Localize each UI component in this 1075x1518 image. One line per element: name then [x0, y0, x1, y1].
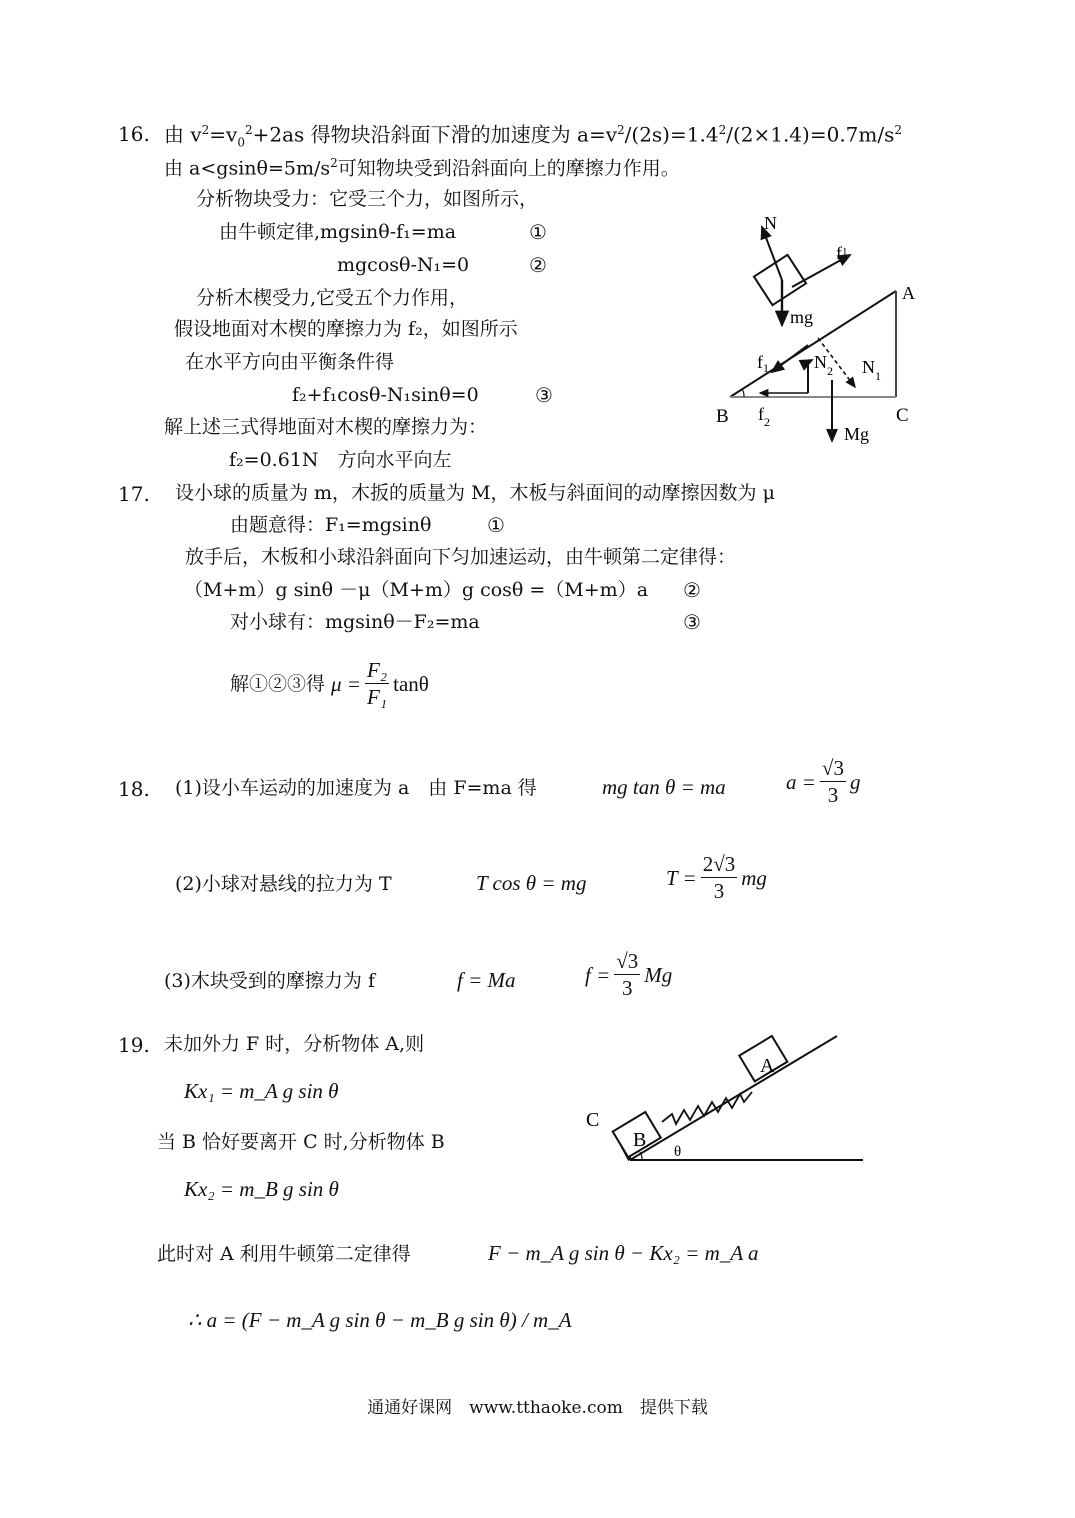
label-block-B: B: [633, 1129, 647, 1151]
normal-force-arrow: [762, 227, 782, 280]
label-N2: $N_2$: [814, 352, 833, 378]
p16-line-8: 在水平方向由平衡条件得: [185, 351, 395, 373]
wedge-force-diagram: [700, 205, 930, 450]
label-C: C: [586, 1109, 600, 1131]
p17-line-4: （M+m）g sinθ －μ（M+m）g cosθ =（M+m）a: [184, 579, 649, 601]
spring-incline-diagram: [580, 1030, 870, 1170]
p16-line-10: 解上述三式得地面对木楔的摩擦力为：: [164, 416, 488, 438]
label-Mg: Mg: [844, 424, 870, 444]
label-N: N: [764, 213, 777, 233]
eq-marker-3: ③: [535, 383, 553, 407]
p19-eq-2: Kx₂ = m_B g sin θ: [184, 1177, 339, 1201]
label-mg: mg: [790, 307, 814, 327]
eq-marker-17-1: ①: [487, 513, 505, 537]
eq-marker-17-2: ②: [683, 578, 701, 602]
angle-arc: [742, 389, 744, 397]
problem-16-number: 16.: [118, 122, 150, 146]
incline-line: [630, 1036, 837, 1160]
problem-19-number: 19.: [118, 1033, 150, 1057]
label-block-A: A: [760, 1055, 775, 1077]
fraction-sqrt3-over-3-b: $\frac{√3}{3}$: [616, 949, 639, 1000]
p19-line-1: 未加外力 F 时，分析物体 A,则: [164, 1033, 425, 1055]
p19-line-3: 当 B 恰好要离开 C 时,分析物体 B: [157, 1131, 445, 1153]
page-footer: 通通好课网 www.tthaoke.com 提供下载: [367, 1398, 708, 1418]
label-theta: θ: [674, 1144, 682, 1160]
p16-line-2: 由 $a<gsin\theta=5m/s^2$可知物块受到沿斜面向上的摩擦力作用。: [164, 156, 680, 180]
mu-fraction: $\frac{\text{F₂}}{\text{F₁}}$: [366, 658, 388, 709]
p19-eq-4: ∴ a = (F − m_A g sin θ − m_B g sin θ) / m_A: [188, 1308, 572, 1332]
p16-line-3: 分析物块受力：它受三个力，如图所示，: [196, 188, 539, 210]
p16-line-6: 分析木楔受力,它受五个力作用，: [196, 287, 469, 309]
p18-line-1: (1)设小车运动的加速度为 a 由 F=ma 得: [175, 777, 537, 799]
problem-17-number: 17.: [118, 482, 150, 506]
p17-line-3: 放手后，木板和小球沿斜面向下匀加速运动，由牛顿第二定律得：: [185, 546, 737, 568]
label-f2: $f_2$: [758, 404, 770, 429]
label-f1-top: $f^1$: [836, 243, 848, 263]
fraction-2sqrt3-over-3: $\frac{2√3}{3}$: [702, 852, 736, 903]
p17-line-1: 设小球的质量为 m，木扳的质量为 M，木板与斜面间的动摩擦因数为 μ: [175, 482, 775, 504]
p18-eq-3: f = Ma: [457, 968, 516, 992]
friction-f1-arrow: [772, 345, 808, 372]
p17-line-5: 对小球有：mgsinθ－F₂=ma: [230, 611, 480, 633]
p19-eq-3: F − m_A g sin θ − Kx₂ = m_A a: [488, 1241, 759, 1265]
p18-eq-1: mg tan θ = ma: [602, 775, 726, 799]
p16-line-4: 由牛顿定律,mgsinθ-f₁=ma: [219, 221, 457, 243]
spring: [662, 1092, 752, 1124]
p16-line-9: f₂+f₁cosθ-N₁sinθ=0: [292, 384, 479, 406]
p19-line-5: 此时对 A 利用牛顿第二定律得: [157, 1243, 411, 1265]
block-free-body: [754, 255, 806, 305]
p18-result-2: T = $\frac{2√3}{3}$ mg: [666, 852, 767, 903]
p17-result: 解①②③得 μ = $\frac{\text{F₂}}{\text{F₁}}$ tanθ: [230, 658, 429, 709]
p18-eq-2: T cos θ = mg: [476, 871, 587, 895]
eq-marker-2: ②: [529, 253, 547, 277]
eq-marker-1: ①: [529, 220, 547, 244]
label-B: B: [716, 406, 729, 427]
p16-line-5: mgcosθ-N₁=0: [337, 254, 470, 276]
problem-18-number: 18.: [118, 777, 150, 801]
p16-line-1: 由 $v^2=v_0^2+2as$ 得物块沿斜面下滑的加速度为 $a=v^2/(2s)=1.4^2/(2\times 1.4)=0.7m/s^2$: [164, 122, 903, 150]
p17-line-2: 由题意得：F₁=mgsinθ: [230, 514, 432, 536]
label-A: A: [902, 283, 915, 303]
label-f1: $f_1$: [757, 352, 769, 375]
p16-line-7: 假设地面对木楔的摩擦力为 f₂，如图所示: [174, 318, 518, 340]
p18-result-3: f = $\frac{√3}{3}$ Mg: [585, 949, 673, 1000]
eq-marker-17-3: ③: [683, 610, 701, 634]
p16-line-11: f₂=0.61N 方向水平向左: [229, 449, 452, 471]
fraction-sqrt3-over-3: $\frac{√3}{3}$: [821, 756, 844, 807]
n2-arrow-head: [808, 360, 812, 362]
label-C: C: [896, 405, 909, 426]
p18-result-1: a = $\frac{√3}{3}$ g: [786, 756, 861, 807]
p18-line-2: (2)小球对悬线的拉力为 T: [175, 873, 392, 895]
label-N1: $N_1$: [862, 357, 881, 383]
p19-eq-1: Kx₁ = m_A g sin θ: [184, 1079, 339, 1103]
p18-line-3: (3)木块受到的摩擦力为 f: [164, 970, 375, 992]
